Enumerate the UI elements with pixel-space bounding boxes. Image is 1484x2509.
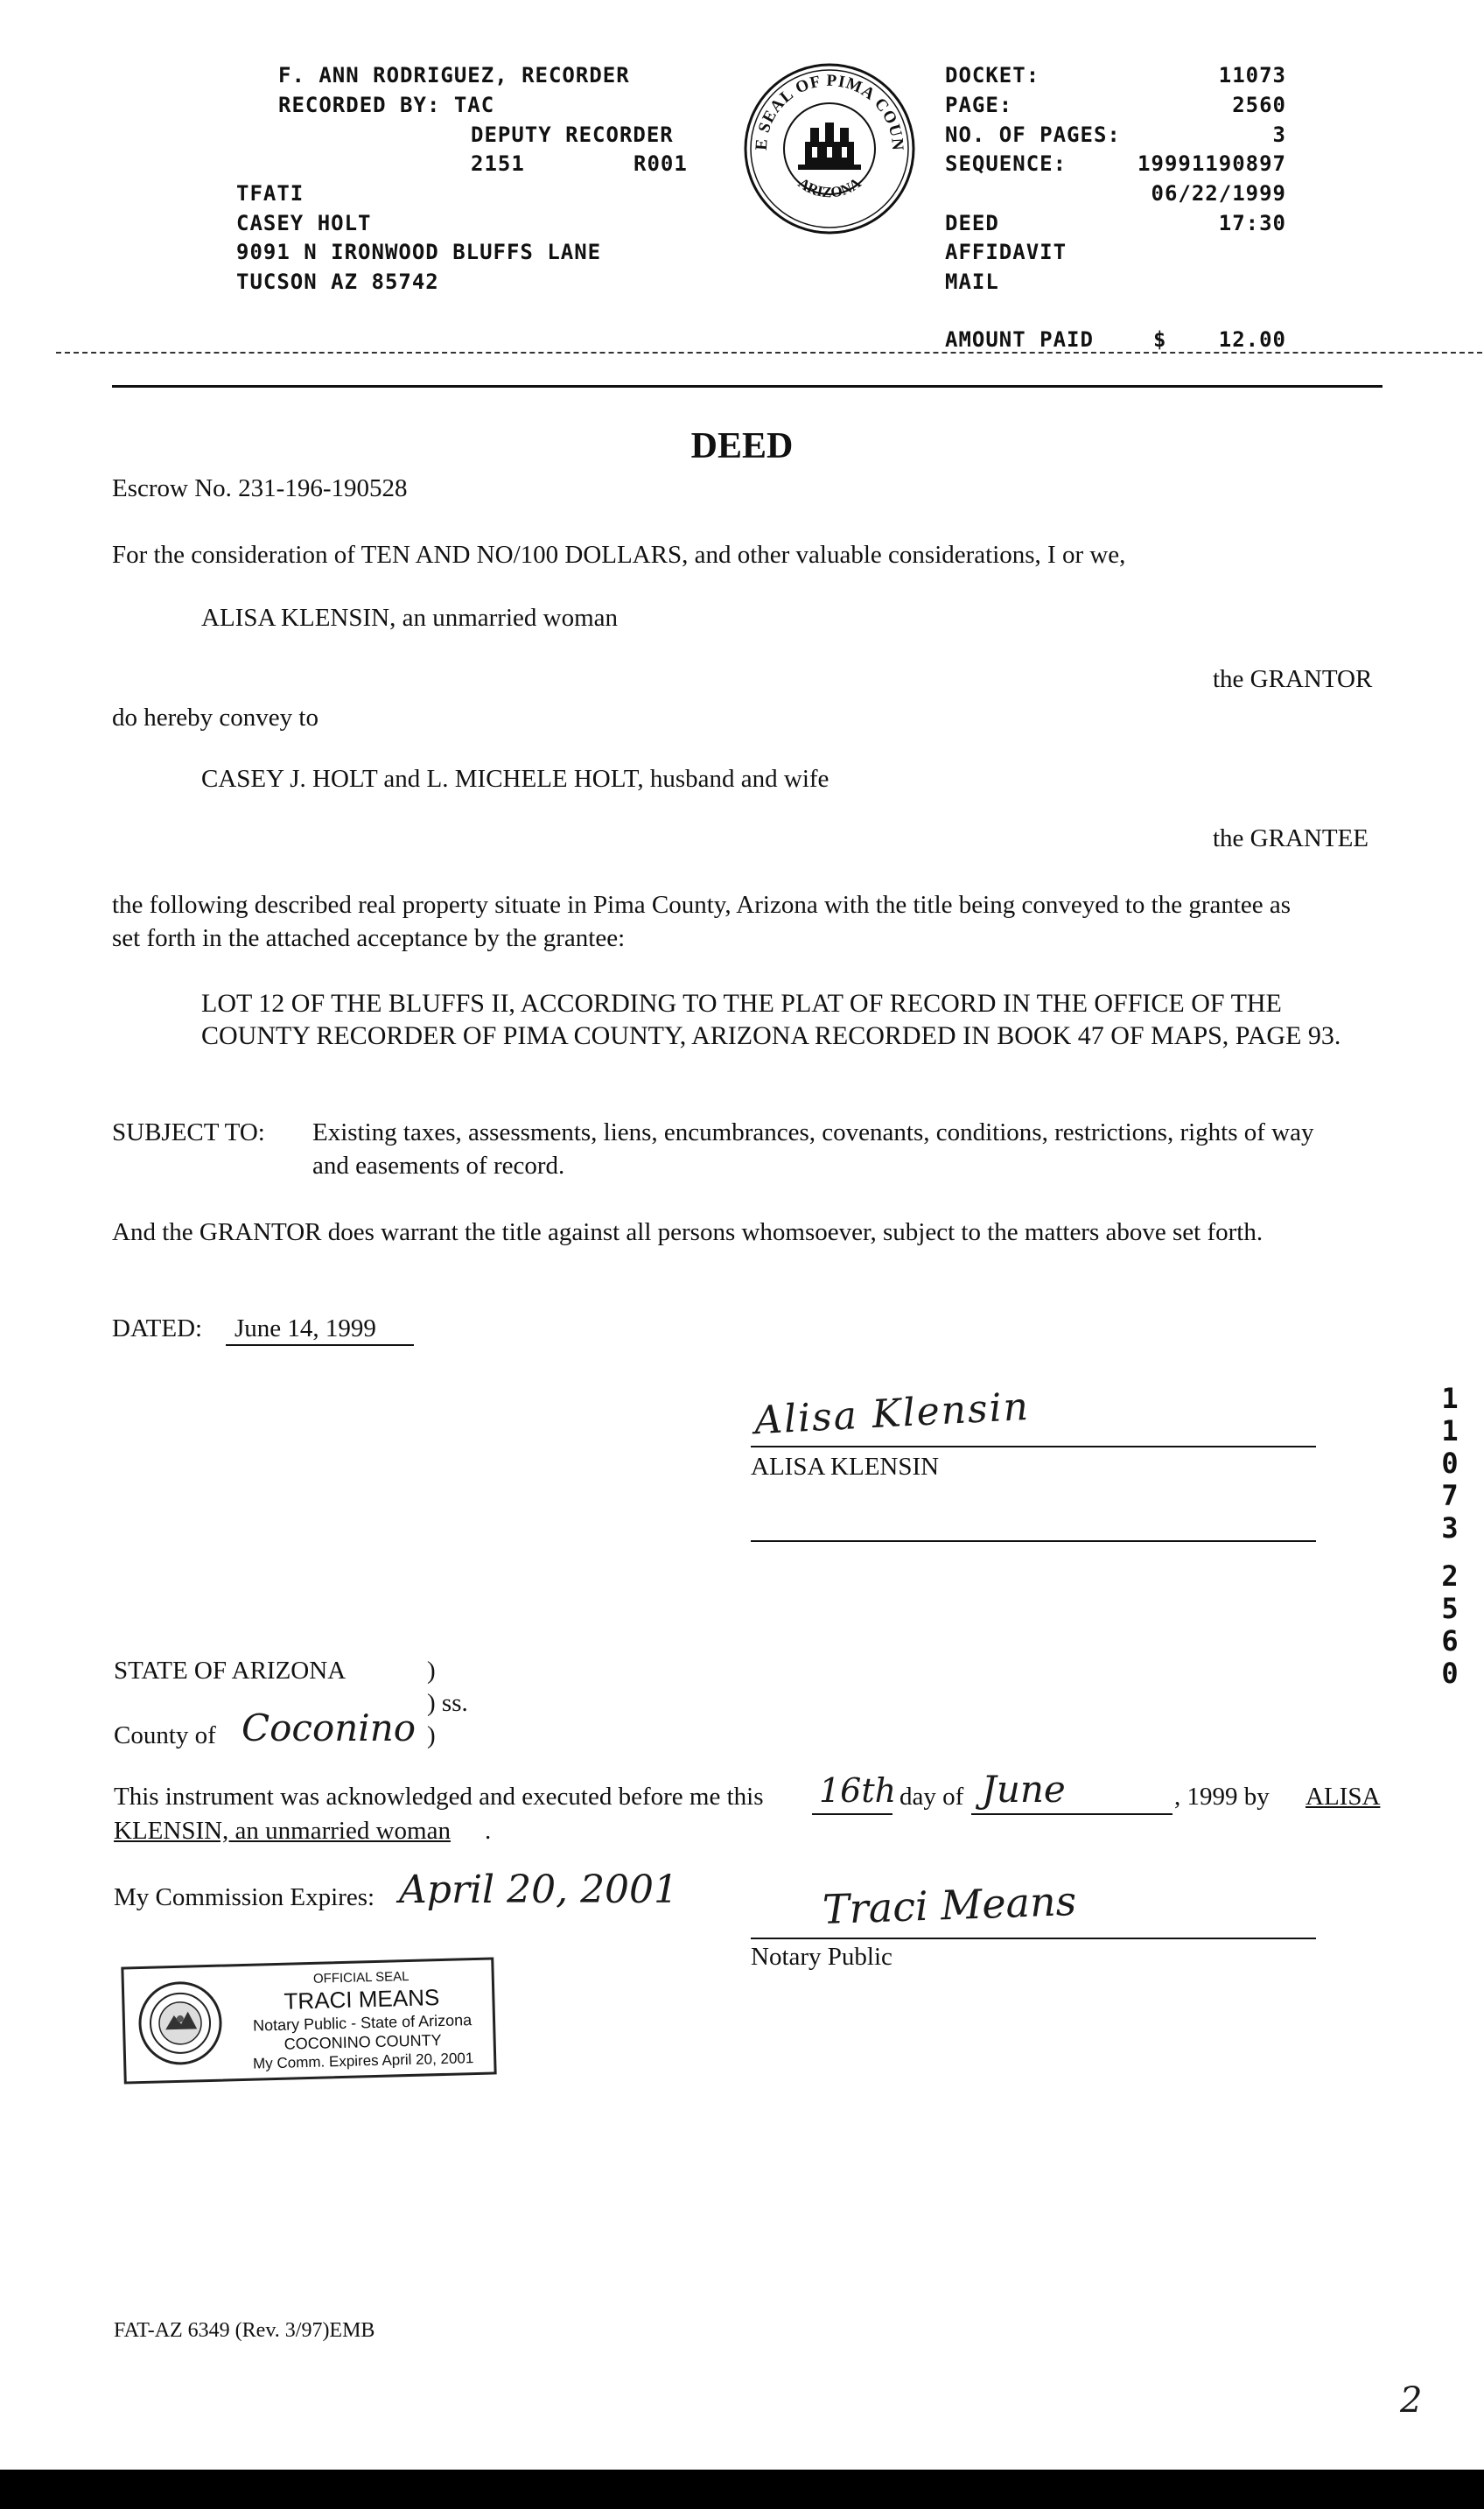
ack-day-blank [812,1771,897,1815]
seal-bottom-text: ARIZONA [794,174,864,201]
return-address-line2: TUCSON AZ 85742 [236,270,439,294]
docket-label: DOCKET: [945,63,1040,88]
legal-description-line1: LOT 12 OF THE BLUFFS II, ACCORDING TO THE PLAT OF RECORD IN THE OFFICE OF THE [201,989,1282,1018]
sequence-label: SEQUENCE: [945,151,1068,176]
grantor-signature: Alisa Klensin [752,1384,1032,1444]
side-digit: 7 [1441,1479,1459,1512]
notary-signature-line [751,1938,1316,1939]
side-digit: 2 [1441,1559,1459,1593]
arizona-seal-icon [136,1980,225,2068]
subject-to-line1: Existing taxes, assessments, liens, encumbrances, covenants, conditions, restrictions, rights of way [312,1118,1314,1146]
subject-to-line2: and easements of record. [312,1152,565,1180]
svg-text:ARIZONA [795,174,864,201]
ack-day: 16th [819,1771,897,1810]
affidavit-label: AFFIDAVIT [945,240,1068,264]
handwritten-page-mark: 2 [1400,2380,1423,2421]
seal-top-text: E SEAL OF PIMA COUN [752,71,907,152]
pages-label: NO. OF PAGES: [945,123,1121,147]
return-name: CASEY HOLT [236,211,372,235]
sequence-value: 19991190897 [1138,151,1286,176]
property-text-line2: set forth in the attached acceptance by the grantee: [112,924,626,952]
acknowledgment-prefix: This instrument was acknowledged and executed before me this [114,1783,764,1811]
stamp-official-seal: OFFICIAL SEAL [312,1968,410,1987]
ack-period: . [485,1817,492,1845]
county-value: Coconino [242,1707,416,1749]
ack-year-by: , 1999 by [1174,1783,1270,1811]
recorder-name: F. ANN RODRIGUEZ, RECORDER [278,63,630,88]
header-divider [112,385,1382,388]
side-digit: 0 [1441,1447,1459,1480]
notary-paren-1: ) [427,1657,436,1685]
county-label: County of [114,1721,216,1749]
deputy-recorder: DEPUTY RECORDER [471,123,674,147]
ack-day-of: day of [900,1783,964,1811]
stamp-notary-state: Notary Public - State of Arizona [252,2011,472,2035]
docket-value: 11073 [1218,63,1286,88]
pima-county-seal [742,61,917,236]
recording-date: 06/22/1999 [1151,181,1286,206]
commission-label: My Commission Expires: [114,1883,375,1911]
side-digit: 0 [1441,1657,1459,1690]
notary-signature: Traci Means [822,1876,1078,1934]
notary-public-label: Notary Public [751,1943,892,1971]
amount-paid-label: AMOUNT PAID [945,327,1094,352]
notary-official-stamp [121,1957,496,2084]
side-digit: 5 [1441,1592,1459,1625]
grantor-signature-line [751,1446,1316,1447]
seal-icon [742,61,917,236]
stamp-notary-name: TRACI MEANS [284,1984,440,2015]
commission-expires-value: April 20, 2001 [399,1868,679,1912]
property-text-line1: the following described real property situate in Pima County, Arizona with the title being conveyed to the grantee as [112,891,1292,919]
notary-ss: ) ss. [427,1689,468,1717]
return-tfati: TFATI [236,181,304,206]
page-value: 2560 [1232,93,1286,117]
grantee-name: CASEY J. HOLT and L. MICHELE HOLT, husband and wife [201,765,830,793]
recording-time: 17:30 [1218,211,1286,235]
subject-to-label: SUBJECT TO: [112,1118,265,1146]
page-title: DEED [690,426,794,466]
grantor-printed-name: ALISA KLENSIN [751,1453,940,1481]
grantor-name: ALISA KLENSIN, an unmarried woman [201,604,618,632]
dated-value: June 14, 1999 [234,1314,376,1342]
stamp-expiration: My Comm. Expires April 20, 2001 [252,2050,474,2072]
amount-paid-value: 12.00 [1218,327,1286,352]
form-number: FAT-AZ 6349 (Rev. 3/97)EMB [114,2319,375,2342]
ack-signer-name-part1: ALISA [1306,1783,1381,1811]
dated-underline [226,1314,414,1346]
stamp-county: COCONINO COUNTY [284,2031,442,2053]
recorded-by: RECORDED BY: TAC [278,93,495,117]
warranty-text: And the GRANTOR does warrant the title against all persons whomsoever, subject to the matters above set forth. [112,1218,1264,1246]
legal-description-line2: COUNTY RECORDER OF PIMA COUNTY, ARIZONA RECORDED IN BOOK 47 OF MAPS, PAGE 93. [201,1021,1341,1050]
side-digit [1437,1545,1463,1560]
notary-state: STATE OF ARIZONA [114,1657,346,1685]
document-type: DEED [945,211,999,235]
ack-month: June [982,1768,1066,1811]
second-signature-line [751,1540,1316,1542]
pages-value: 3 [1272,123,1286,147]
amount-currency: $ [1153,327,1167,352]
ack-signer-name-part2: KLENSIN, an unmarried woman [114,1817,451,1845]
page-label: PAGE: [945,93,1013,117]
consideration-text: For the consideration of TEN AND NO/100 DOLLARS, and other valuable considerations, I or we, [112,541,1126,569]
convey-text: do hereby convey to [112,704,318,732]
grantee-label: the GRANTEE [1213,824,1368,852]
return-address-line1: 9091 N IRONWOOD BLUFFS LANE [236,240,602,264]
grantor-label: the GRANTOR [1213,665,1373,693]
side-digit: 6 [1441,1624,1459,1657]
svg-text:THE SEAL OF PIMA COUNTY [742,61,906,151]
side-digit: 3 [1441,1511,1459,1545]
notary-paren-3: ) [427,1721,436,1749]
recorder-code-right: R001 [634,151,688,176]
escrow-number: Escrow No. 231-196-190528 [112,474,408,502]
header-dashed-divider [56,352,1482,354]
scan-border-bar [0,2470,1484,2509]
recorder-code-left: 2151 [471,151,525,176]
side-digit: 1 [1441,1382,1459,1415]
dated-label: DATED: [112,1314,203,1342]
side-docket-page-number [1437,1383,1463,1690]
mail-label: MAIL [945,270,999,294]
side-digit: 1 [1441,1414,1459,1447]
ack-month-blank [971,1768,1172,1815]
